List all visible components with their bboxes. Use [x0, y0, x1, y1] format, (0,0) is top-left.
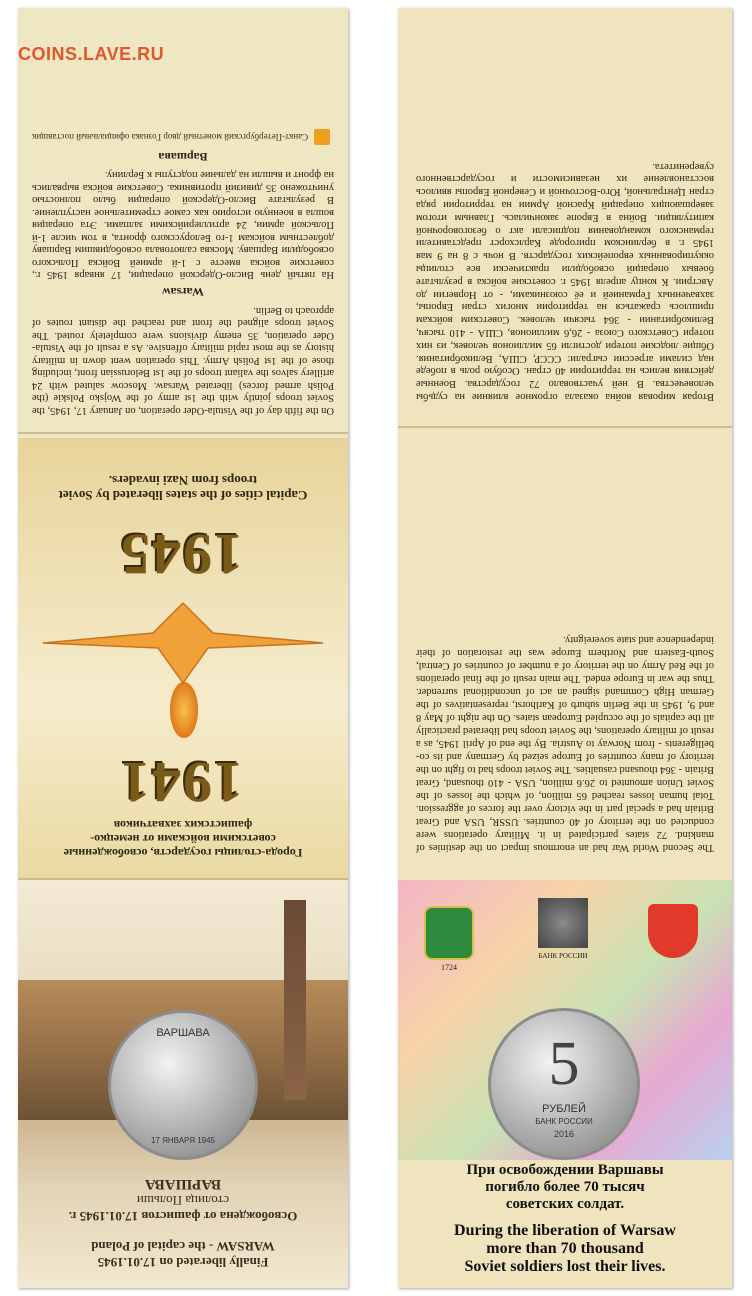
- mint-shield-icon: [648, 904, 698, 958]
- caption-en-line1: During the liberation of Warsaw: [454, 1222, 676, 1239]
- coin-year: 2016: [553, 1129, 575, 1139]
- left-booklet: [18, 8, 348, 1288]
- en-body-text: On the fifth day of the Vistula-Oder operation, on January 17, 1945, the Soviet troops jointly with the 1st army of the Wojsko Polskie (the Polish armed forces) liberated Warsaw. Moscow saluted with 24 artillery salvos the valiant troops of the 1st Belorussian front, including those of the 1st Polish Army. This operation went down in military history as the most rapid military offensive. As a result of the Vistula-Oder operation, 35 enemy divisions were completely routed. The Soviet troops aligned the front and reached the distant routes of approach to Berlin.: [32, 305, 334, 416]
- left-center-panel: [18, 438, 348, 878]
- ru-body-text: На пятый день Висло-Одерской операции, 17 января 1945 г., советские войска вместе с 1-й армией Войска Польского освободили Варшаву. Москва салютовала освободившим Варшаву доблестным войскам 1-го Белорусского фронта, в том числе 1-й Польской армии, 24 артиллерийскими залпами. Эта операция вошла в военную историю как самое стремительное наступление. В результате Висло-Одерской операции было полностью уничтожено 35 дивизий противника. Советские войска вырвались на фронт и вышли на дальние подступы к Берлину.: [32, 169, 334, 281]
- site-watermark: COINS.LAVE.RU: [18, 44, 165, 64]
- eternal-flame-icon: [170, 682, 198, 738]
- coin-rubles: РУБЛЕЙ: [542, 1103, 586, 1115]
- city-caption-en: [18, 1238, 348, 1270]
- left-photo-panel: [18, 880, 348, 1288]
- caption-ru-line1: При освобождении Варшавы: [466, 1162, 664, 1178]
- ru-series-title: Города-столицы государств, освобожденные советскими войсками от немецко-фашистских захватчиков: [63, 818, 303, 860]
- star-icon: [33, 598, 333, 688]
- year-1945: 1945: [119, 522, 243, 587]
- year-1941: 1941: [119, 750, 243, 815]
- liberated-en: Finally liberated on 17.01.1945: [97, 1255, 269, 1270]
- ru-section-title: Варшава: [158, 150, 208, 164]
- city-en: WARSAW - the capital of Poland: [91, 1239, 275, 1254]
- caption-ru-line3: советских солдат.: [505, 1196, 625, 1212]
- coin-value: 5: [548, 1030, 580, 1098]
- mint-emblem-icon: [424, 906, 474, 972]
- right-en-panel: [398, 432, 732, 872]
- europe-map: [398, 880, 732, 1160]
- coin-date: 17 ЯНВАРЯ 1945: [150, 1136, 216, 1145]
- en-series-title: Capital cities of the states liberated by Soviet troops from Nazi invaders.: [58, 473, 308, 503]
- eagle-emblem-icon: [538, 898, 588, 960]
- coin-reverse: [108, 1010, 258, 1160]
- caption-en-line3: Soviet soldiers lost their lives.: [464, 1258, 666, 1275]
- coin-bank: БАНК РОССИИ: [535, 1117, 593, 1126]
- coin-legend: ВАРШАВА: [156, 1027, 210, 1039]
- en-section-title: Warsaw: [162, 285, 204, 300]
- ru-history-text: Вторая мировая война оказала огромное влияние на судьбы человечества. В ней участвовало 72 государства. Военные действия велись на территории 40 стран. Особую роль в победе над силами агрессии сыграли: СССР, США, Великобритания. Общие людские потери достигли 65 миллионов человек, из них потери Советского Союза - 26,6 миллионов, США - 410 тысяч, Великобритании - 364 тысячи человек. Советским войскам пришлось сражаться на территории многих стран Европы, захваченных Германией и её союзниками, - от Норвегии до Австрии. К концу апреля 1945 г. советские войска в результате боевых операций освободили практически все столицы оккупированных европейских государств. В ночь с 8 на 9 мая 1945 г. в берлинском пригороде Карлсхорст представители германского командования подписали акт о безоговорочной капитуляции. Война в Европе закончилась. Главным итогом завершающих операций Красной Армии на территории ряда стран Центральной, Юго-Восточной и Северной Европы явилось восстановление их независимости и государственного суверенитета.: [416, 160, 714, 402]
- mint-year: 1724: [441, 963, 457, 972]
- left-text-panel: [18, 8, 348, 428]
- bank-label: БАНК РОССИИ: [538, 952, 588, 960]
- fold-line: [18, 432, 348, 434]
- fold-line: [398, 426, 732, 428]
- liberated-ru: Освобождена от фашистов 17.01.1945 г.: [68, 1209, 298, 1224]
- coin-obverse: [488, 1008, 640, 1160]
- caption-en: [398, 1222, 732, 1276]
- caption-en-line2: more than 70 thousand: [486, 1240, 644, 1257]
- en-history-text: The Second World War had an enormous impact on the destinies of mankind. 72 states participated in it. Military operations were conducted on the territory of 40 countries. USSR, USA and Great Britain had a special part in the victory over the forces of aggression. Total human losses reached 65 million, of which the losses of the Soviet Union amounted to 26.6 million, USA - 410 thousand, Great Britain - 364 thousand casualties. The Soviet troops had to fight on the territory of many countries of Europe seized by Germany and its co-belligerents - from Norway to Austria. By the end of April 1945, as a result of military operations, the Soviet troops had liberated practically all the capitals of the occupied European states. On the night of May 8 and 9, 1945 in the Berlin suburb of Karlhorst, representatives of the German High Command signed an act of unconditional surrender. Thus the war in Europe ended. The main result of the final operations of the Red Army on the territory of a number of countries of Central, South-Eastern and Northern Europe was the restoration of their independence and state sovereignty.: [416, 634, 714, 853]
- caption-ru-line2: погибло более 70 тысяч: [485, 1179, 645, 1195]
- mint-logo-icon: [314, 129, 330, 145]
- caption-ru: [398, 1162, 732, 1213]
- publisher-line: [32, 129, 334, 145]
- right-ru-panel: [398, 8, 732, 418]
- publisher-text: Санкт-Петербургский монетный двор Гознака официальный поставщик: [32, 132, 309, 142]
- city-caption: [18, 1175, 348, 1224]
- town-hall-tower: [284, 900, 306, 1100]
- city-ru: ВАРШАВА: [144, 1176, 222, 1192]
- city-ru-sub: столица Польши: [136, 1193, 230, 1208]
